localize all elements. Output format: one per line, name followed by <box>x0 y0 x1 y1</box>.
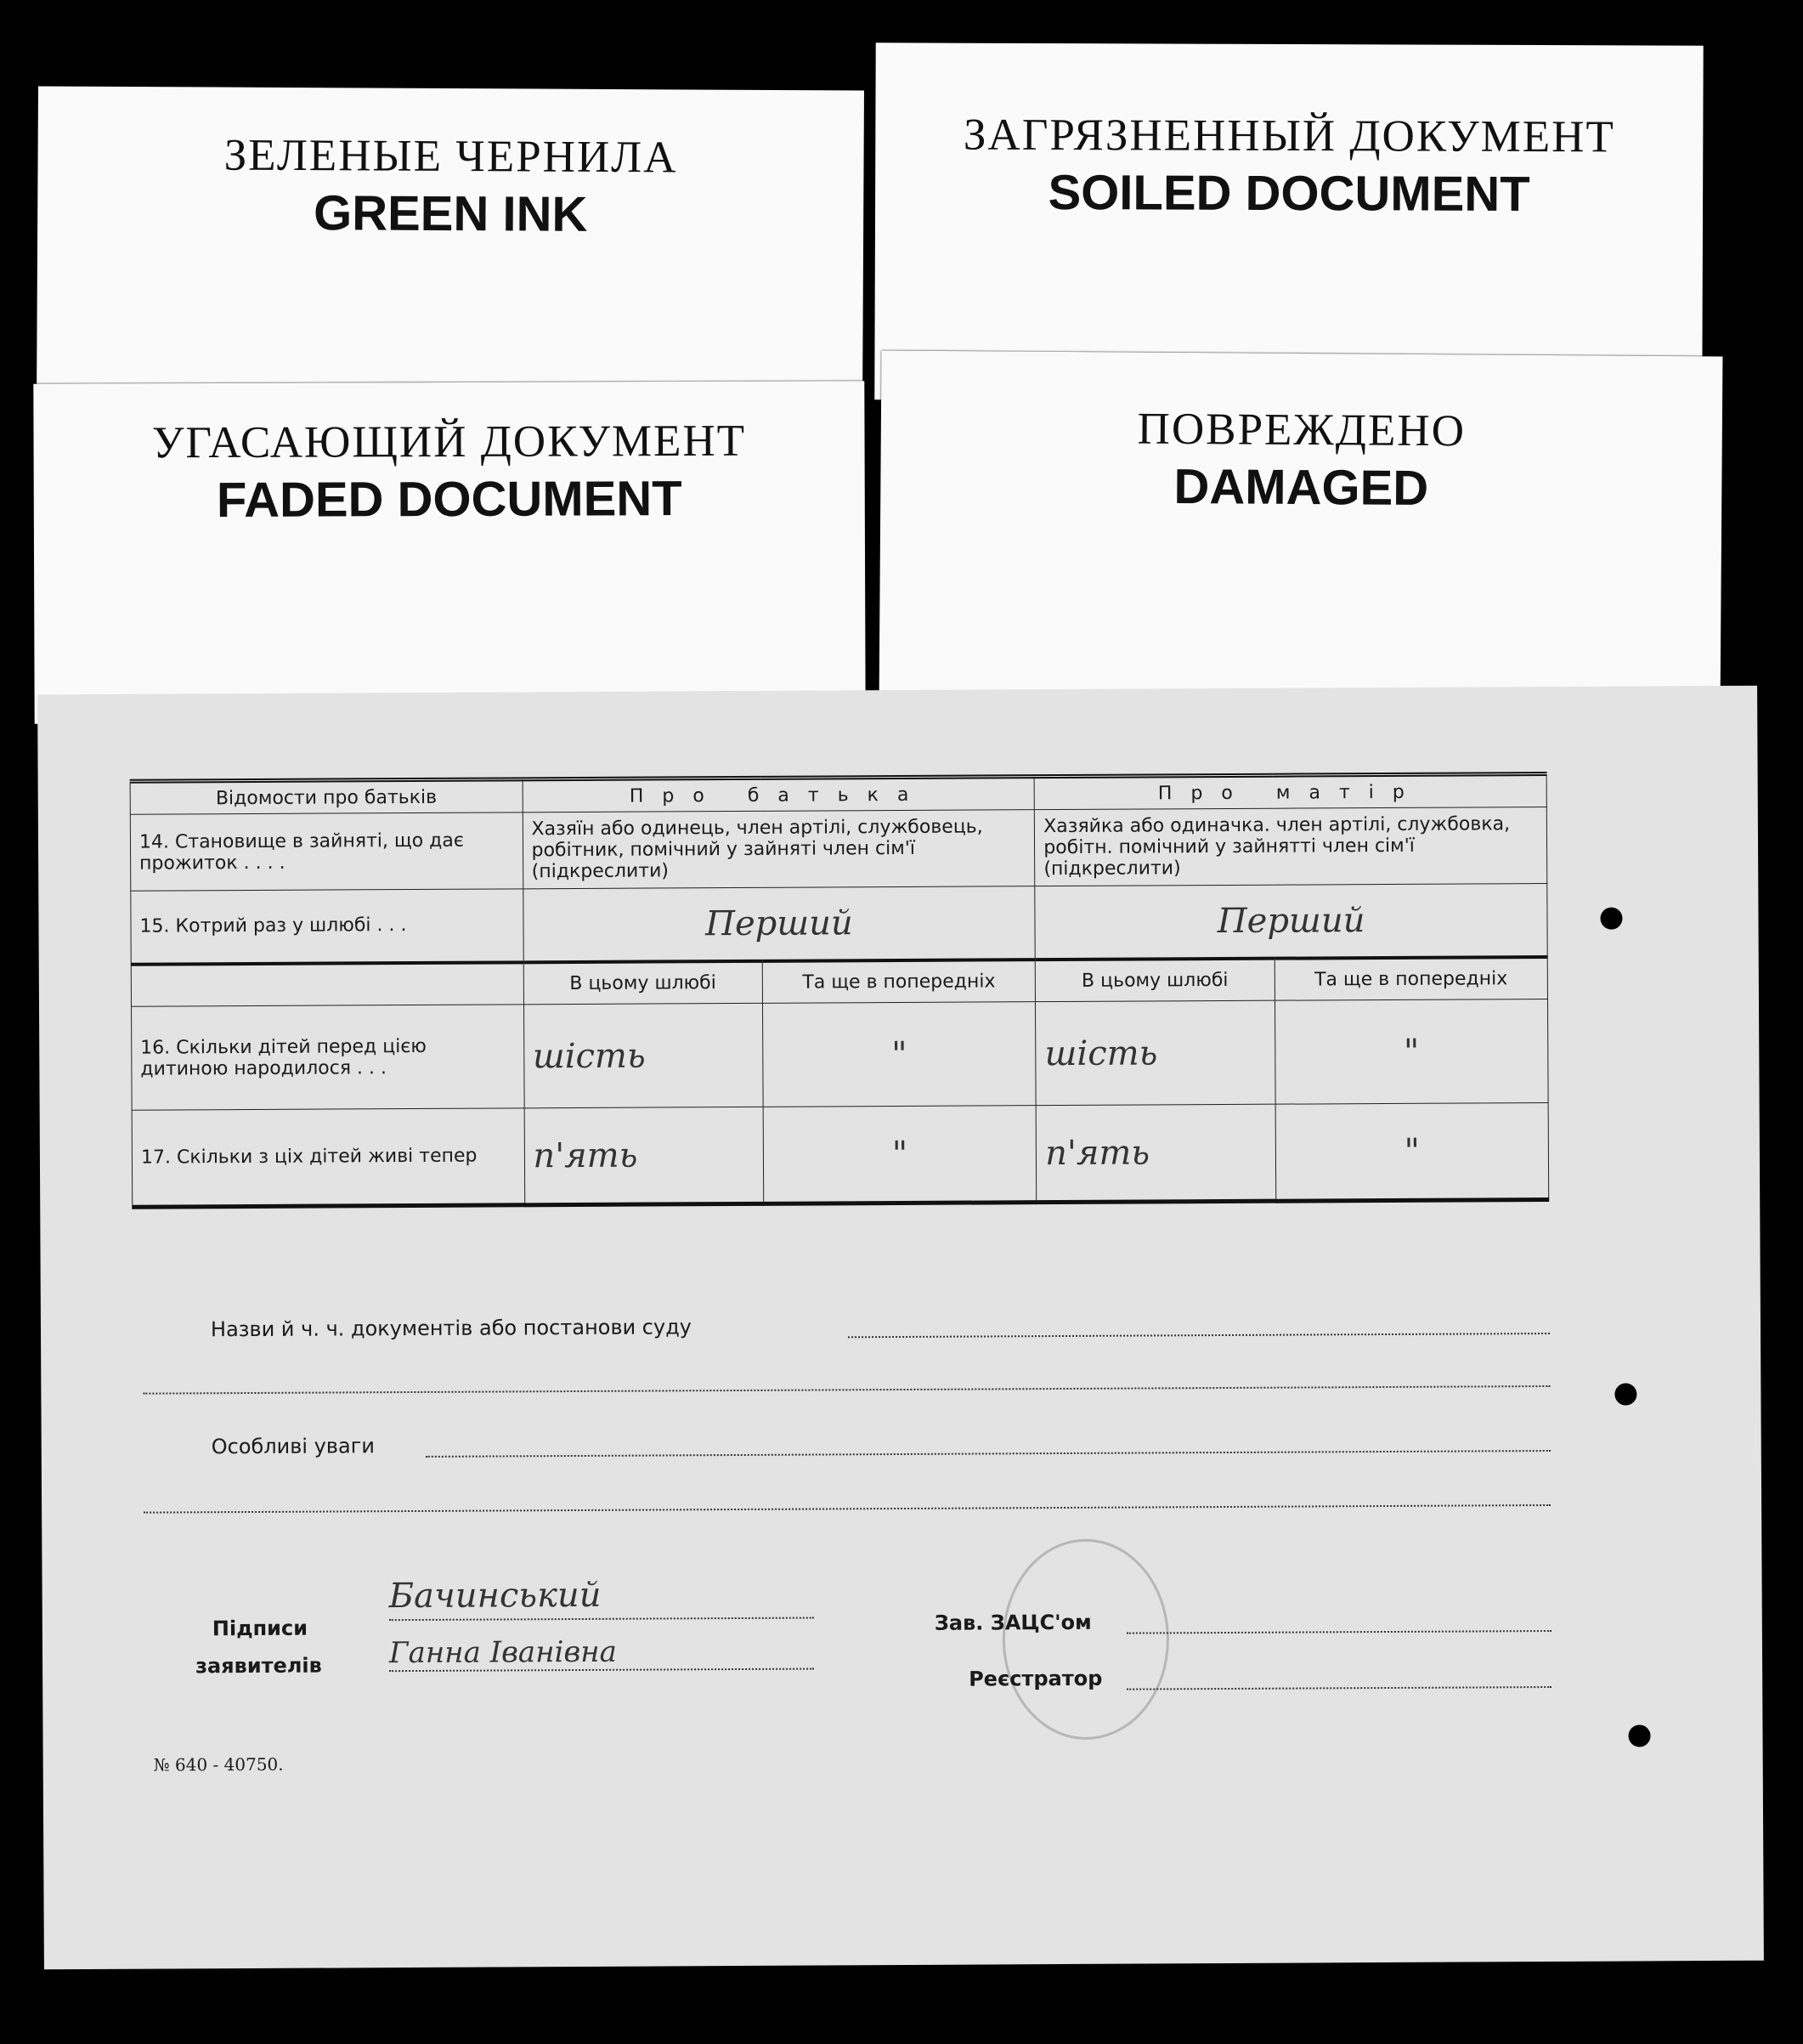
row16-father-prev: " <box>891 1034 907 1074</box>
punch-hole <box>1614 1383 1636 1405</box>
subhead-mother-prev: Та ще в попередніх <box>1275 957 1548 1001</box>
punch-hole <box>1600 908 1622 930</box>
zags-head-line <box>1127 1630 1551 1634</box>
signatures-label-1: Підписи <box>212 1616 308 1641</box>
row17-mother-this: п'ять <box>1045 1132 1150 1173</box>
row17-father-this: п'ять <box>533 1135 638 1175</box>
row14-label: 14. Становище в зайняті, що дає прожиток . . . . <box>130 813 523 891</box>
notes-line-2 <box>144 1504 1551 1514</box>
row17-mother-prev: " <box>1404 1131 1421 1171</box>
documents-line-2 <box>143 1385 1550 1395</box>
applicant-signature-2: Ганна Іванівна <box>388 1634 617 1671</box>
registration-form <box>37 686 1764 1970</box>
parents-table <box>130 772 1550 1209</box>
subhead-mother-this: В цьому шлюбі <box>1035 958 1275 1001</box>
notes-line <box>426 1450 1551 1458</box>
zags-head-label: Зав. ЗАЦС'ом <box>934 1610 1092 1635</box>
signatures-label-2: заявителів <box>195 1653 322 1679</box>
registrar-line <box>1127 1686 1551 1690</box>
row14-mother: Хазяйка або одиначка. член артілі, службовка, робітн. помічний у зайнятті член сім'ї (підкреслити) <box>1035 807 1547 886</box>
header-father: Про батька <box>523 777 1035 813</box>
form-number: № 640 - 40750. <box>153 1753 284 1775</box>
punch-hole <box>1628 1724 1650 1747</box>
row16-label: 16. Скільки дітей перед цією дитиною народилося . . . <box>132 1005 524 1110</box>
row15-father-value: Перший <box>704 903 853 943</box>
registrar-label: Реєстратор <box>969 1666 1103 1691</box>
faded-document-card <box>33 381 865 723</box>
subhead-father-prev: Та ще в попередніх <box>762 960 1036 1004</box>
card-title-ru: ЗЕЛЕНЫЕ ЧЕРНИЛА <box>223 130 678 183</box>
subhead-father-this: В цьому шлюбі <box>523 960 763 1004</box>
row16-mother-this: шість <box>1044 1033 1158 1073</box>
card-title-en: SOILED DOCUMENT <box>1048 165 1530 222</box>
row16-father-this: шість <box>532 1036 646 1076</box>
row16-mother-prev: " <box>1403 1032 1420 1072</box>
row15-label: 15. Котрий раз у шлюбі . . . <box>131 889 523 964</box>
row14-father: Хазяїн або одинець, член артілі, службовець, робітник, помічний у зайняті член сім'ї (підкреслити) <box>523 810 1035 889</box>
official-stamp <box>1002 1538 1169 1740</box>
signature-line-1 <box>389 1617 814 1622</box>
card-title-en: FADED DOCUMENT <box>216 471 682 528</box>
documents-label: Назви й ч. ч. документів або постанови суду <box>210 1315 692 1342</box>
card-title-ru: ПОВРЕЖДЕНО <box>1137 404 1467 456</box>
documents-line <box>848 1333 1550 1338</box>
header-mother: Про матір <box>1034 774 1546 810</box>
applicant-signature-1: Бачинський <box>388 1575 602 1617</box>
notes-label: Особливі уваги <box>211 1434 376 1459</box>
damaged-card <box>879 351 1723 714</box>
card-title-en: GREEN INK <box>313 185 588 242</box>
card-title-ru: ЗАГРЯЗНЕННЫЙ ДОКУМЕНТ <box>963 110 1615 162</box>
card-title-ru: УГАСАЮЩИЙ ДОКУМЕНТ <box>151 416 747 468</box>
card-title-en: DAMAGED <box>1173 458 1429 517</box>
green-ink-card <box>37 86 864 413</box>
row17-father-prev: " <box>891 1134 908 1174</box>
soiled-document-card <box>874 42 1703 402</box>
header-info: Відомости про батьків <box>130 779 523 814</box>
row15-mother-value: Перший <box>1217 900 1365 941</box>
row17-label: 17. Скільки з ціх дітей живі тепер <box>132 1108 524 1207</box>
